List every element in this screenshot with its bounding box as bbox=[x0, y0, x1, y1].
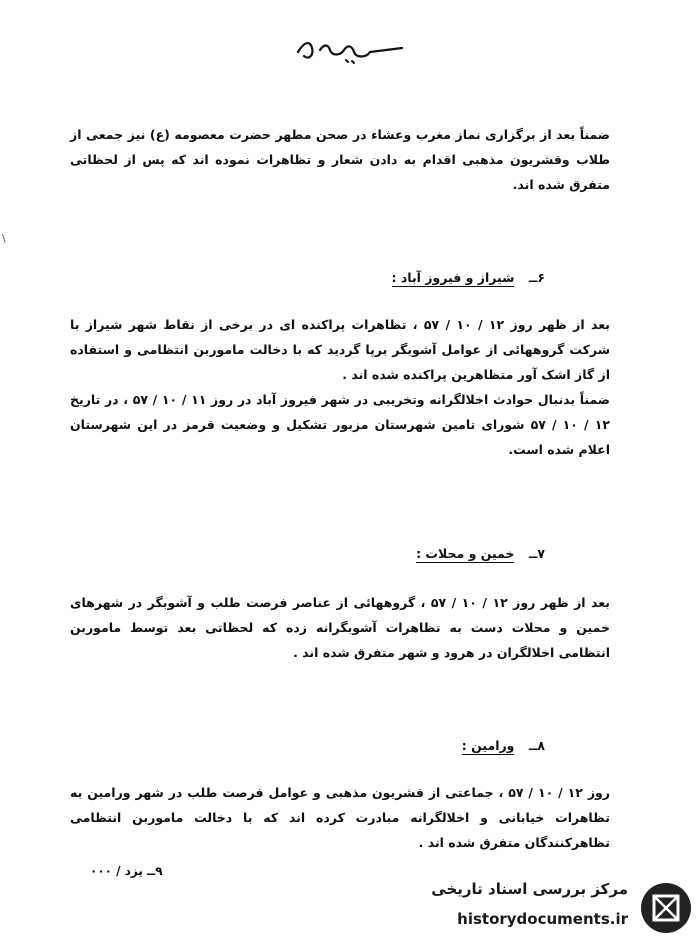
section-title: شیراز و فیروز آباد : bbox=[391, 270, 515, 285]
handwritten-classification-mark-icon bbox=[290, 30, 410, 70]
section-number: ۸ــ bbox=[528, 738, 545, 753]
section-title: ورامین : bbox=[461, 738, 515, 753]
archive-center-logo-icon bbox=[638, 880, 694, 936]
section-title: خمین و محلات : bbox=[416, 546, 515, 561]
section-number: ۶ــ bbox=[528, 270, 545, 285]
paragraph: روز ۱۲ / ۱۰ / ۵۷ ، جماعتی از قشریون مذهبی و عوامل فرصت طلب در شهر ورامین به تظاهرات خیابانی و اخلالگرانه مبادرت کرده اند که با دخالت ماموربن انتظامی تظاهرکنندگان متفرق شده اند . bbox=[70, 785, 610, 850]
section-heading-varamin bbox=[462, 738, 545, 753]
watermark-title: مرکز بررسی اسناد تاریخی bbox=[431, 880, 628, 898]
section-heading-shiraz bbox=[392, 270, 546, 285]
next-item-number: ۹ــ یزد / ۰۰۰ bbox=[90, 864, 163, 878]
section-number: ۷ــ bbox=[528, 546, 545, 561]
intro-paragraph bbox=[70, 122, 610, 197]
section-body-varamin bbox=[70, 780, 610, 855]
section-body-khomein bbox=[70, 590, 610, 665]
watermark-url: historydocuments.ir bbox=[457, 910, 628, 928]
paragraph: بعد از ظهر روز ۱۲ / ۱۰ / ۵۷ ، تظاهرات پراکنده ای در برخی از نقاط شهر شیراز با شرکت گروههائی از عوامل آشوبگر برپا گردید که با دخالت ماموربن انتظامی و استفاده از گاز اشک آور متظاهرین پراکنده شده اند . bbox=[70, 317, 610, 382]
watermark bbox=[415, 878, 700, 942]
margin-mark: \ bbox=[2, 232, 6, 245]
intro-text: ضمناً بعد از برگزاری نماز مغرب وعشاء در صحن مطهر حضرت معصومه (ع) نیز جمعی از طلاب وقشریون مذهبی اقدام به دادن شعار و تظاهرات نموده اند که پس از لحظاتی متفرق شده اند. bbox=[70, 127, 610, 192]
section-body-shiraz bbox=[70, 312, 610, 462]
section-heading-khomein bbox=[416, 546, 545, 561]
paragraph: بعد از ظهر روز ۱۲ / ۱۰ / ۵۷ ، گروههائی از عناصر فرصت طلب و آشوبگر در شهرهای خمین و محلات دست به تظاهرات آشوبگرانه زده که لحظاتی بعد توسط ماموربن انتظامی اخلالگران در هرود و شهر متفرق شده اند . bbox=[70, 595, 610, 660]
paragraph: ضمناً بدنبال حوادث اخلالگرانه وتخریبی در شهر فیروز آباد در روز ۱۱ / ۱۰ / ۵۷ ، در تاریخ ۱۲ / ۱۰ / ۵۷ شورای تامین شهرستان مزبور تشکیل و وضعیت قرمز در این شهرستان اعلام شده است. bbox=[70, 392, 610, 457]
